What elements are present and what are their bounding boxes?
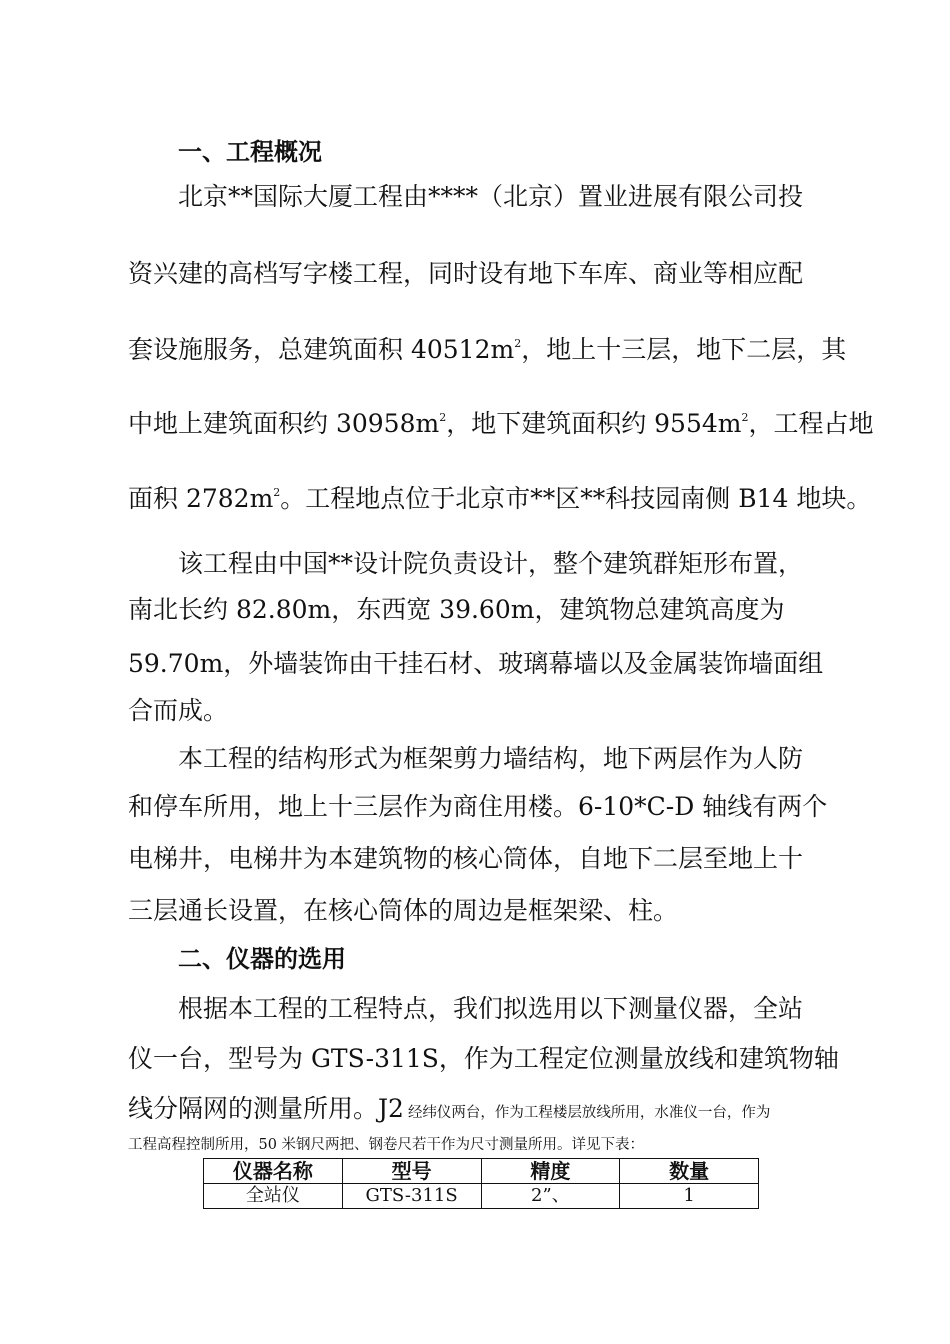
table-row: [204, 1184, 759, 1209]
column-header: 仪器名称: [204, 1159, 343, 1184]
column-header: 数量: [620, 1159, 759, 1184]
table-cell: 全站仪: [204, 1184, 343, 1209]
paragraph-line: 根据本工程的工程特点，我们拟选用以下测量仪器，全站: [178, 994, 804, 1023]
paragraph-line: 线分隔网的测量所用。J2 经纬仪两台，作为工程楼层放线所用，水准仪一台，作为: [128, 1094, 771, 1123]
paragraph-line: 仪一台，型号为 GTS-311S，作为工程定位测量放线和建筑物轴: [128, 1044, 839, 1073]
table-cell: 1: [620, 1184, 759, 1209]
paragraph-line: 该工程由中国**设计院负责设计，整个建筑群矩形布置，: [178, 549, 804, 578]
paragraph-line: 三层通长设置，在核心筒体的周边是框架梁、柱。: [128, 896, 679, 925]
paragraph-line: 和停车所用，地上十三层作为商住用楼。6-10*C-D 轴线有两个: [128, 792, 828, 821]
section2-heading: 二、仪器的选用: [178, 945, 346, 973]
paragraph-line: 南北长约 82.80m，东西宽 39.60m，建筑物总建筑高度为: [128, 595, 785, 624]
instrument-table: [203, 1158, 759, 1209]
paragraph-line: 套设施服务，总建筑面积 $40512m^2$，地上十三层，地下二层，其: [128, 335, 847, 364]
section1-heading: 一、工程概况: [178, 138, 322, 166]
table-cell: GTS-311S: [342, 1184, 481, 1209]
table-header-row: [204, 1159, 759, 1184]
paragraph-line: 北京**国际大厦工程由****（北京）置业进展有限公司投: [178, 182, 804, 211]
column-header: 型号: [342, 1159, 481, 1184]
paragraph-line: 59.70m，外墙装饰由干挂石材、玻璃幕墙以及金属装饰墙面组: [128, 649, 824, 678]
paragraph-line: 合而成。: [128, 696, 229, 725]
paragraph-line: 电梯井，电梯井为本建筑物的核心筒体，自地下二层至地上十: [128, 844, 804, 873]
table-cell: 2”、: [481, 1184, 620, 1209]
paragraph-line: 工程高程控制所用，50 米钢尺两把、钢卷尺若干作为尺寸测量所用。详见下表：: [128, 1137, 645, 1153]
paragraph-line: 本工程的结构形式为框架剪力墙结构，地下两层作为人防: [178, 744, 804, 773]
paragraph-line: 中地上建筑面积约 $30958m^2$，地下建筑面积约 $9554m^2$，工程占地: [128, 409, 874, 438]
paragraph-line: 面积 $2782m^2$。工程地点位于北京市**区**科技园南侧 B14 地块。: [128, 484, 872, 513]
column-header: 精度: [481, 1159, 620, 1184]
paragraph-line: 资兴建的高档写字楼工程，同时设有地下车库、商业等相应配: [128, 259, 804, 288]
